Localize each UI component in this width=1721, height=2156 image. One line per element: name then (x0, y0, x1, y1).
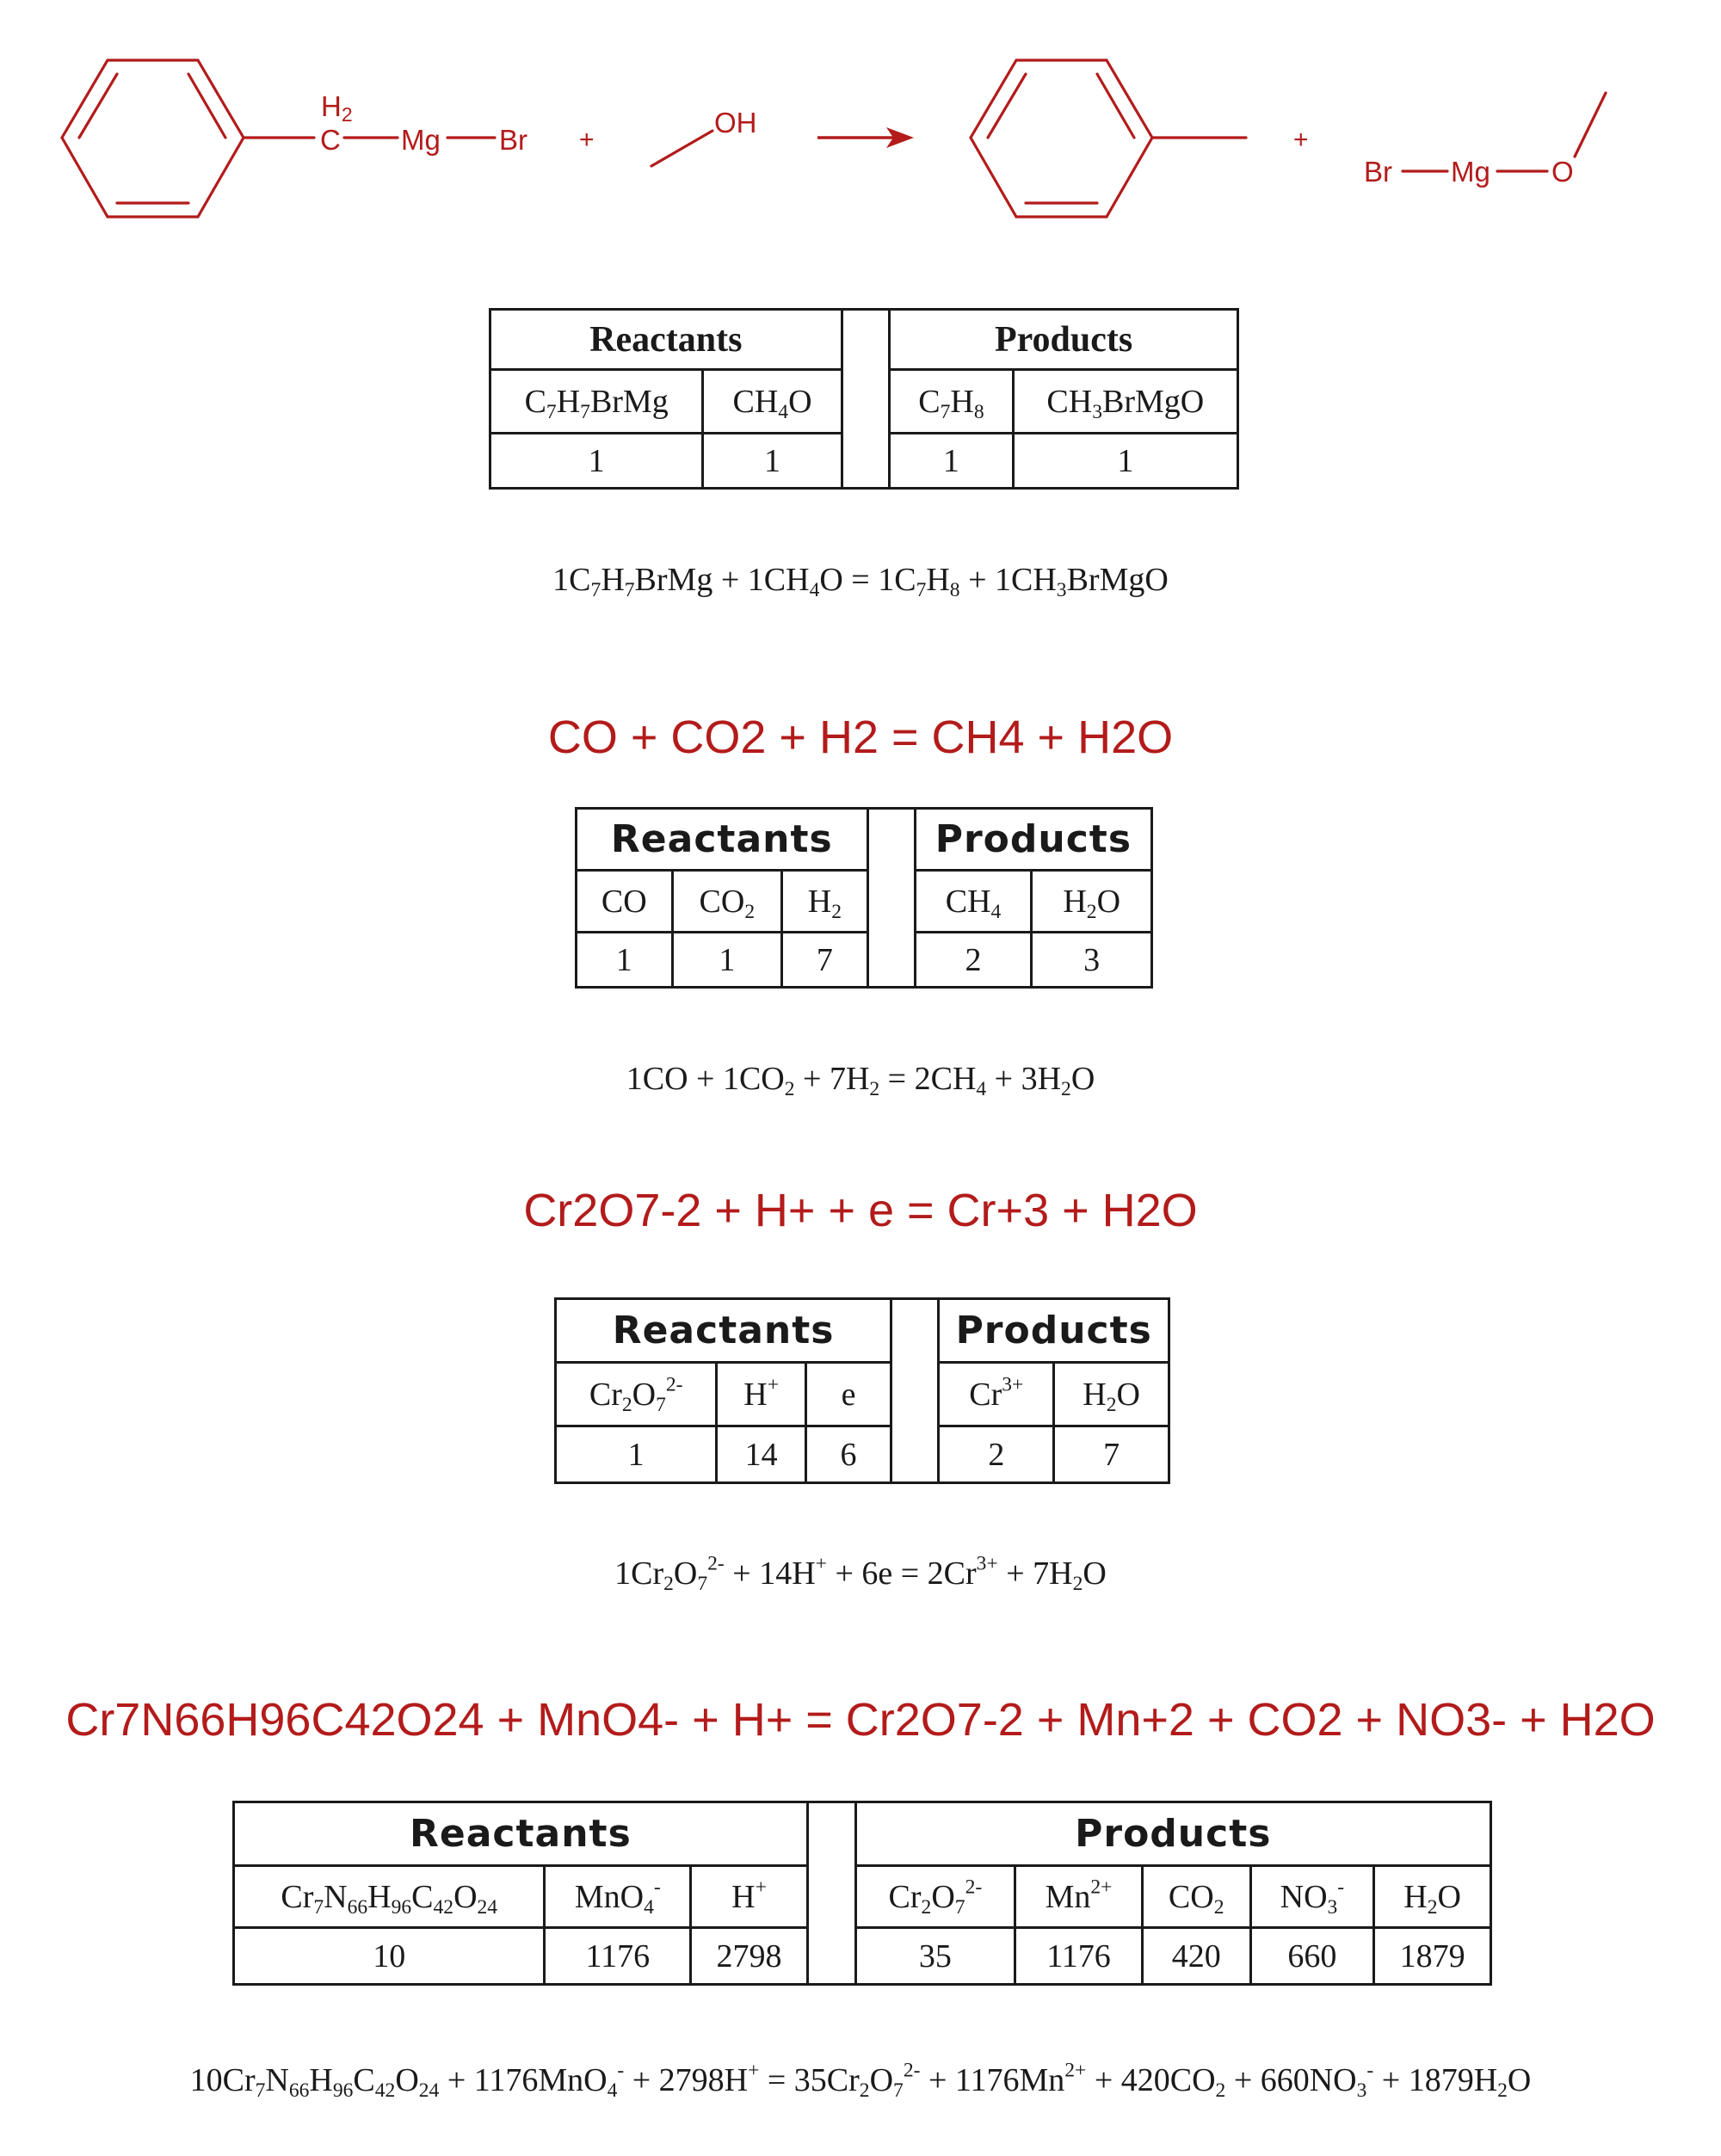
formula-cell: MnO$_4$- (545, 1866, 691, 1928)
formula-cell: $H_2O$ (1374, 1866, 1491, 1928)
formula-cell: $H_2O$ (1054, 1363, 1169, 1426)
reaction-1-table (489, 308, 1239, 490)
o-label: O (1551, 156, 1574, 188)
formula-cell: $NO_3^-$ (1250, 1866, 1374, 1928)
reactants-header: Reactants (234, 1802, 808, 1866)
reaction-4-table (232, 1801, 1492, 1986)
formula-cell: $Cr_2O_7^{2-}$ (855, 1866, 1015, 1928)
br-label-2: Br (1364, 156, 1392, 188)
table-divider (867, 809, 915, 988)
oh-label: OH (714, 107, 757, 139)
coefficient-cell: 1 (556, 1426, 717, 1483)
balanced-equation-1: $1C_7H_7BrMg + 1CH_4O = 1C_7H_8$ + $1CH_3BrMgO$ (552, 562, 1169, 602)
methanol-structure (651, 131, 712, 166)
coefficient-cell: 1 (672, 933, 782, 988)
formula-cell: CO (577, 871, 673, 933)
coefficient-cell: 6 (805, 1426, 891, 1483)
formula-cell: $Cr_2O_7^{2-}$ (556, 1363, 717, 1426)
coefficient-cell: 660 (1250, 1928, 1374, 1985)
formula-cell: $C_7H_7BrMg$ (490, 370, 703, 434)
reaction-4-title: Cr7N66H96C42O24 + MnO4- + H+ = Cr2O7-2 + Mn+2 + CO2 + NO3- + H2O (65, 1694, 1656, 1746)
coefficient-cell: 7 (782, 933, 868, 988)
reaction-scheme (0, 0, 1721, 249)
products-header: Products (855, 1802, 1490, 1866)
plus-sign-2: + (1293, 126, 1309, 154)
formula-cell: $H_2O$ (1032, 871, 1152, 933)
coefficient-cell: 14 (717, 1426, 805, 1483)
formula-cell: $Mn^{2+}$ (1015, 1866, 1143, 1928)
formula-cell: $CO_2$ (672, 871, 782, 933)
methoxy-magnesium-bromide-structure (1403, 93, 1606, 171)
coefficient-cell: 1 (577, 933, 673, 988)
table-divider (891, 1299, 939, 1483)
formula-cell: $CH_3BrMgO$ (1013, 370, 1237, 434)
table-divider (842, 310, 890, 489)
coefficient-cell: 1176 (545, 1928, 691, 1985)
balanced-equation-3: $1Cr_2O_7^{2-} + 14H^+ + 6e = 2Cr^{3+} + 7H_2O$ (614, 1552, 1107, 1596)
c-label: C (320, 124, 341, 156)
formula-cell: $Cr^{3+}$ (939, 1363, 1054, 1426)
formula-cell: e (805, 1363, 891, 1426)
plus-sign: + (579, 126, 595, 154)
formula-cell: $CH_4O$ (703, 370, 842, 434)
table-divider (807, 1802, 855, 1985)
coefficient-cell: 1879 (1374, 1928, 1491, 1985)
coefficient-cell: 1 (490, 434, 703, 489)
coefficient-cell: 35 (855, 1928, 1015, 1985)
formula-cell: H+ (717, 1363, 805, 1426)
coefficient-cell: 1 (703, 434, 842, 489)
reaction-2-title: CO + CO2 + H2 = CH4 + H2O (547, 711, 1174, 763)
balanced-equation-4: $10Cr_7N_{66}H_{96}C_{42}O_{24} + 1176MnO_4^- + 2798H^+ = 35Cr_2O_7^{2-} + 1176Mn^{2+} + 420CO_2 + 660NO_3^- + 1879H_2O$ (189, 2059, 1532, 2103)
coefficient-cell: 420 (1142, 1928, 1250, 1985)
products-header: Products (890, 310, 1238, 370)
formula-cell: $CO_2$ (1142, 1866, 1250, 1928)
coefficient-cell: 1176 (1015, 1928, 1143, 1985)
coefficient-cell: 1 (1013, 434, 1237, 489)
products-header: Products (939, 1299, 1169, 1363)
reactants-header: Reactants (556, 1299, 891, 1363)
h2-label: H2 (321, 90, 353, 126)
reaction-arrow (817, 127, 914, 148)
reaction-2-table (575, 807, 1153, 989)
formula-cell: $H_2$ (782, 871, 868, 933)
br-label: Br (499, 124, 527, 156)
coefficient-cell: 2 (915, 933, 1032, 988)
formula-cell: $Cr_7N_{66}H_{96}C_{42}O_{24}$ (234, 1866, 545, 1928)
reaction-3-table (554, 1297, 1170, 1484)
balanced-equation-2: $1CO + 1CO_2 + 7H_2 = 2CH_4 + 3H_2O$ (626, 1061, 1095, 1101)
coefficient-cell: 10 (234, 1928, 545, 1985)
mg-label: Mg (401, 124, 441, 156)
reactants-header: Reactants (490, 310, 842, 370)
coefficient-cell: 1 (890, 434, 1013, 489)
reaction-3-title: Cr2O7-2 + H+ + e = Cr+3 + H2O (523, 1185, 1198, 1236)
reactants-header: Reactants (577, 809, 868, 871)
coefficient-cell: 2798 (691, 1928, 808, 1985)
formula-cell: $CH_4$ (915, 871, 1032, 933)
formula-cell: $C_7H_8$ (890, 370, 1013, 434)
toluene-structure (971, 60, 1246, 217)
products-header: Products (915, 809, 1151, 871)
formula-cell: H+ (691, 1866, 808, 1928)
coefficient-cell: 3 (1032, 933, 1152, 988)
coefficient-cell: 7 (1054, 1426, 1169, 1483)
mg-label-2: Mg (1451, 156, 1490, 188)
coefficient-cell: 2 (939, 1426, 1054, 1483)
